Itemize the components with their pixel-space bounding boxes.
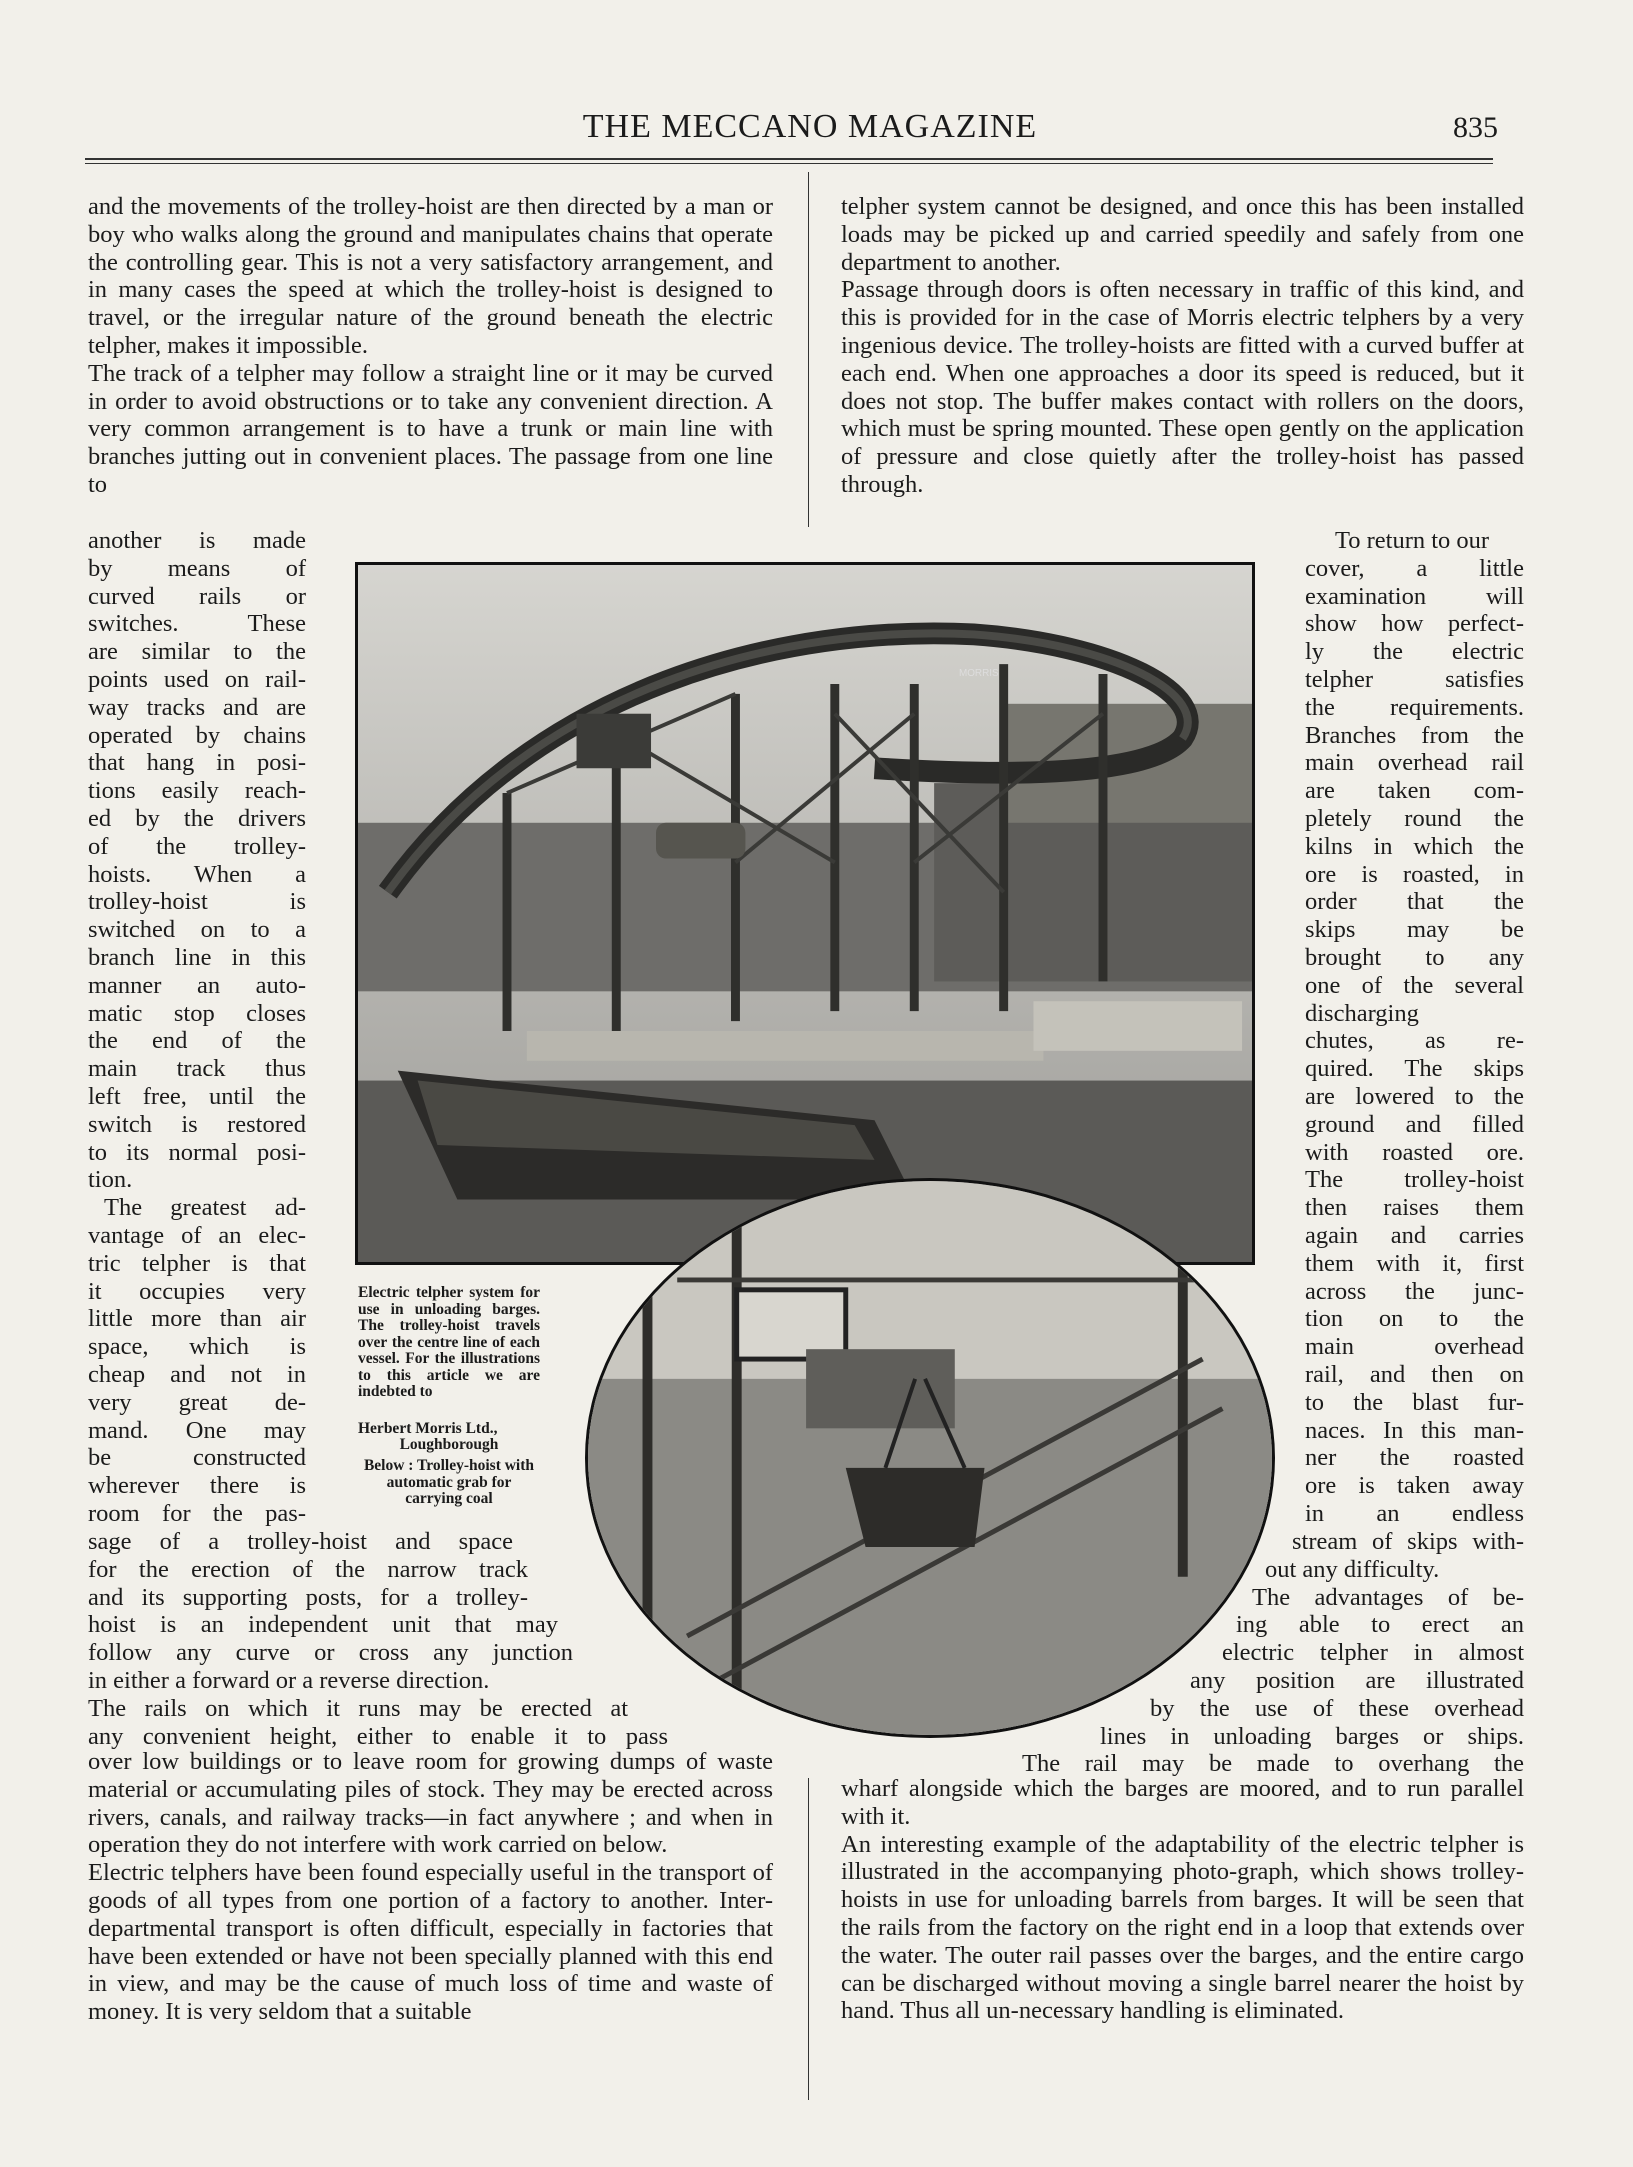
text-line: main track thus [88, 1055, 306, 1083]
text-line: any convenient height, either to enable it to pass [88, 1722, 668, 1750]
text-line: The rails on which it runs may be erected at [88, 1694, 628, 1722]
text-line: of the trolley- [88, 832, 306, 860]
text-line: that hang in posi- [88, 749, 306, 777]
text-line: the end of the [88, 1027, 306, 1055]
caption-below: Below : Trolley-hoist with automatic grab for carrying coal [363, 1457, 535, 1507]
text-line: to its normal posi- [88, 1138, 306, 1166]
text-line: vantage of an elec- [88, 1222, 306, 1249]
text-line: then raises them [1305, 1194, 1524, 1222]
text-line: it occupies very [88, 1277, 306, 1305]
magazine-title: THE MECCANO MAGAZINE [582, 108, 1038, 145]
column2-top-text: telpher system cannot be designed, and once this has been installed loads may be picked up and carried speedily and safely from one department to another. Passage through doors is often necessary in traffic of this kind, and this is provided for in the case of Morris electric telphers by a very ingenious device. The trolley-hoists are fitted with a curved buffer at each end. When one approaches a door its speed is reduced, but it does not stop. The buffer makes contact with rollers on the doors, which must be spring mounted. These open gently on the application of pressure and close quietly after the trolley-hoist has passed through. [841, 193, 1524, 498]
text-line: follow any curve or cross any junction [88, 1639, 573, 1667]
text-line: sage of a trolley-hoist and space [88, 1528, 513, 1555]
text-line: examination will [1305, 582, 1524, 610]
text-line: little more than air [88, 1305, 306, 1333]
text-line: tion. [88, 1166, 133, 1194]
text-line: Branches from the [1305, 721, 1524, 749]
telpher-barge-photo [355, 562, 1255, 1265]
text-line: wherever there is [88, 1472, 306, 1500]
caption-credit-place: Loughborough [399, 1436, 499, 1453]
text-line: mand. One may [88, 1416, 306, 1444]
text-line: to the blast fur- [1305, 1388, 1524, 1416]
text-line: The trolley-hoist [1305, 1166, 1524, 1194]
grab-trolley-photo [585, 1178, 1275, 1738]
column-divider-top [808, 172, 809, 527]
column-divider-bottom [808, 1778, 809, 2100]
text-line: across the junc- [1305, 1277, 1524, 1305]
text-line: are similar to the [88, 638, 306, 666]
text-line: ly the electric [1305, 638, 1524, 666]
text-line: way tracks and are [88, 693, 306, 721]
text-line: hoists. When a [88, 860, 306, 888]
text-line: branch line in this [88, 944, 306, 971]
text-line: matic stop closes [88, 999, 306, 1027]
text-line: in an endless [1305, 1500, 1524, 1527]
text-line: The greatest ad- [104, 1194, 306, 1222]
text-line: main overhead rail [1305, 749, 1524, 777]
text-line: tion on to the [1305, 1305, 1524, 1333]
text-line: ore is roasted, in [1305, 860, 1524, 888]
text-line: ore is taken away [1305, 1472, 1524, 1500]
text-line: cheap and not in [88, 1361, 306, 1388]
text-line: brought to any [1305, 944, 1524, 971]
text-line: with roasted ore. [1305, 1138, 1524, 1166]
text-line: one of the several [1305, 971, 1524, 999]
column1-top-text: and the movements of the trolley-hoist are then directed by a man or boy who walks along the ground and manipulates chains that operate the controlling gear. This is not a very satisfactory arrangement, and in many cases the speed at which the trolley-hoist is designed to travel, or the irregular nature of the ground beneath the electric telpher, makes it impossible. The track of a telpher may follow a straight line or it may be curved in order to avoid obstructions or to take any convenient direction. A very common arrangement is to have a trunk or main line with branches jutting out in convenient places. The passage from one line to [88, 193, 773, 498]
header-rule-thin [85, 163, 1493, 164]
text-line: pletely round the [1305, 805, 1524, 832]
text-line: out any difficulty. [1265, 1555, 1440, 1583]
text-line: rail, and then on [1305, 1361, 1524, 1388]
text-line: To return to our [1335, 527, 1490, 554]
text-line: The rail may be made to overhang the [1022, 1750, 1524, 1778]
photo-caption: Electric telpher system for use in unloading barges. The trolley-hoist travels over the centre line of each vessel. For the illustrations to this article we are indebted to [358, 1284, 540, 1400]
page-number: 835 [1453, 111, 1498, 144]
text-line: very great de- [88, 1388, 306, 1416]
text-line: skips may be [1305, 916, 1524, 944]
text-line: hoist is an independent unit that may [88, 1611, 558, 1639]
text-line: discharging [1305, 999, 1419, 1027]
text-line: lines in unloading barges or ships. [1100, 1722, 1524, 1750]
text-line: chutes, as re- [1305, 1027, 1524, 1055]
text-line: main overhead [1305, 1333, 1524, 1361]
text-line: electric telpher in almost [1222, 1639, 1524, 1667]
text-line: manner an auto- [88, 971, 306, 999]
text-line: the requirements. [1305, 693, 1524, 721]
caption-credit-name: Herbert Morris Ltd., [358, 1420, 498, 1437]
text-line: show how perfect- [1305, 610, 1524, 638]
text-line: for the erection of the narrow track [88, 1555, 528, 1583]
text-line: another is made [88, 527, 306, 554]
text-line: quired. The skips [1305, 1055, 1524, 1083]
text-line: room for the pas- [88, 1500, 306, 1527]
text-line: ed by the drivers [88, 805, 306, 832]
text-line: ner the roasted [1305, 1444, 1524, 1472]
text-line: space, which is [88, 1333, 306, 1361]
text-line: ing able to erect an [1236, 1611, 1524, 1639]
text-line: are lowered to the [1305, 1083, 1524, 1110]
text-line: tric telpher is that [88, 1249, 306, 1277]
morris-sign-text: MORRIS [958, 668, 999, 680]
text-line: and its supporting posts, for a trolley- [88, 1583, 528, 1611]
text-line: order that the [1305, 888, 1524, 916]
text-line: stream of skips with- [1292, 1528, 1524, 1555]
text-line: them with it, first [1305, 1249, 1524, 1277]
text-line: tions easily reach- [88, 777, 306, 805]
text-line: by means of [88, 554, 306, 582]
text-line: switches. These [88, 610, 306, 638]
text-line: ground and filled [1305, 1110, 1524, 1138]
text-line: operated by chains [88, 721, 306, 749]
header-rule [85, 158, 1493, 160]
text-line: trolley-hoist is [88, 888, 306, 916]
text-line: switched on to a [88, 916, 306, 944]
text-line: by the use of these overhead [1150, 1694, 1524, 1722]
text-line: The advantages of be- [1252, 1583, 1524, 1611]
column1-bottom-text: over low buildings or to leave room for growing dumps of waste material or accumulating piles of stock. They may be erected across rivers, canals, and railway tracks—in fact anywhere ; and when in operation they do not interfere with work carried on below. Electric telphers have been found especially useful in the transport of goods of all types from one portion of a factory to another. Inter-departmental transport is often difficult, especially in factories that have been extended or have not been specially planned with this end in view, and may be the cause of much loss of time and waste of money. It is very seldom that a suitable [88, 1748, 773, 2026]
text-line: in either a forward or a reverse direction. [88, 1667, 490, 1694]
text-line: cover, a little [1305, 554, 1524, 582]
text-line: kilns in which the [1305, 832, 1524, 860]
column2-bottom-text: wharf alongside which the barges are moored, and to run parallel with it. An interesting example of the adaptability of the electric telpher is illustrated in the accompanying photo-graph, which shows trolley-hoists in use for unloading barrels from barges. It will be seen that the rails from the factory on the right end in a loop that extends over the water. The outer rail passes over the barges, and the entire cargo can be discharged without moving a single barrel nearer the hoist by hand. Thus all un-necessary handling is eliminated. [841, 1775, 1524, 2025]
text-line: are taken com- [1305, 777, 1524, 805]
text-line: be constructed [88, 1444, 306, 1472]
text-line: naces. In this man- [1305, 1416, 1524, 1444]
text-line: left free, until the [88, 1083, 306, 1110]
text-line: any position are illustrated [1190, 1667, 1524, 1694]
text-line: again and carries [1305, 1222, 1524, 1249]
text-line: curved rails or [88, 582, 306, 610]
text-line: switch is restored [88, 1110, 306, 1138]
text-line: points used on rail- [88, 666, 306, 693]
text-line: telpher satisfies [1305, 666, 1524, 693]
